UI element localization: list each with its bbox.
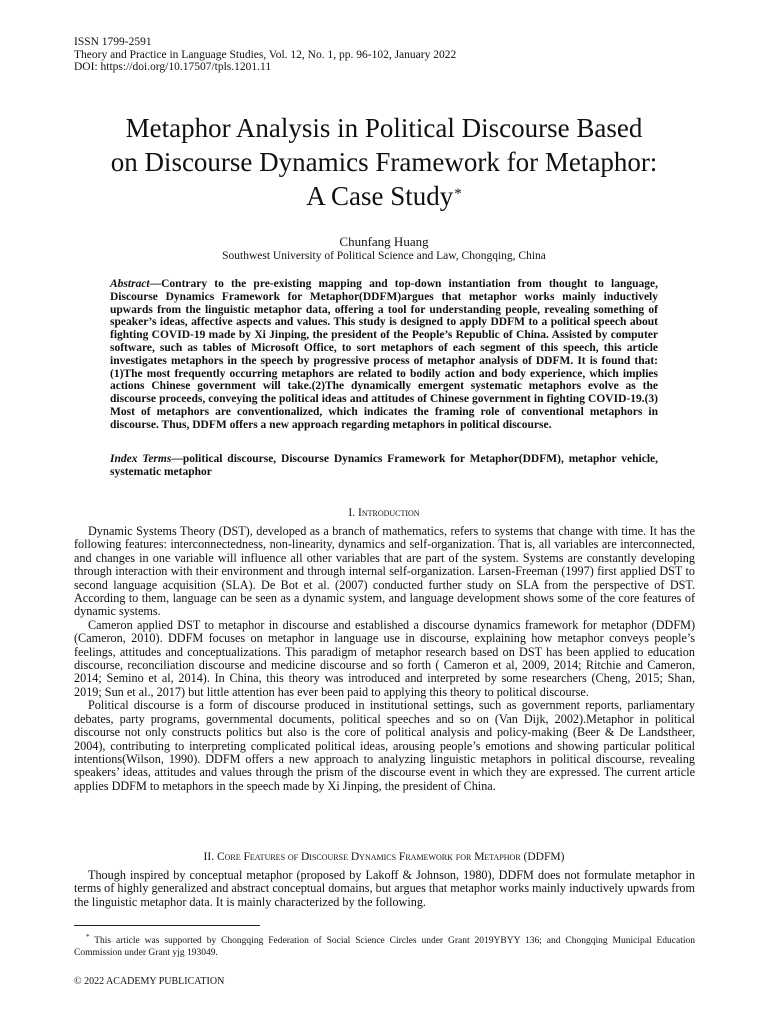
paper-title bbox=[40, 111, 728, 213]
abstract-label: Abstract bbox=[110, 278, 150, 290]
author-name: Chunfang Huang bbox=[339, 234, 429, 249]
index-terms-text: —political discourse, Discourse Dynamics Framework for Metaphor(DDFM), metaphor vehicle, systematic metaphor bbox=[110, 453, 658, 478]
paragraph: Political discourse is a form of discourse produced in institutional settings, such as government reports, parliamentary debates, party programs, governmental documents, political speeches and so on (Van Dijk, 2002).Metaphor in political discourse not only constructs politics but also is the core of political analysis and policy-making (Beer & De Landstheer, 2004), contributing to interpreting complicated political ideas, arousing people’s emotions and showing particular political intentions(Wilson, 1990). DDFM offers a new approach to analyzing linguistic metaphors in political discourse, revealing speakers’ ideas, attitudes and values through the prism of the discourse event in which they are expressed. The current article applies DDFM to metaphors in the speech made by Xi Jinping, the president of China. bbox=[74, 698, 695, 793]
index-terms-label: Index Terms bbox=[110, 453, 172, 465]
author-affiliation: Southwest University of Political Science and Law, Chongqing, China bbox=[222, 250, 546, 262]
section-heading-introduction: I. Introduction bbox=[348, 507, 420, 519]
footnote-divider bbox=[74, 925, 260, 926]
section-heading-core-features: II. Core Features of Discourse Dynamics Framework for Metaphor (DDFM) bbox=[203, 851, 565, 863]
issn: ISSN 1799-2591 bbox=[74, 36, 152, 48]
title-footnote-mark[interactable]: * bbox=[454, 186, 462, 202]
footnote-mark: * bbox=[86, 933, 90, 941]
paragraph: Dynamic Systems Theory (DST), developed as a branch of mathematics, refers to systems that change with time. It has the following features: interconnectedness, non-linearity, dynamics and self-organization. That is, all variables are interconnected, and changes in one variable will influence all other variables that are part of the system. Systems are constantly developing through interaction with their environment and through internal self-organization. Larsen-Freeman (1997) first applied DST to second language acquisition (SLA). De Bot et al. (2007) conducted further study on SLA from the perspective of DST. According to them, language can be seen as a dynamic system, and language development shows some of the core features of dynamic systems. bbox=[74, 524, 695, 619]
footnote-text: This article was supported by Chongqing Federation of Social Science Circles under Grant 2019YBYY 136; and Chongqing Municipal Education Commission under Grant yjg 193049. bbox=[74, 936, 695, 958]
paragraph: Though inspired by conceptual metaphor (proposed by Lakoff & Johnson, 1980), DDFM does not formulate metaphor in terms of highly generalized and abstract conceptual domains, but argues that metaphor works mainly inductively upwards from the linguistic metaphor data. It is mainly characterized by the following. bbox=[74, 868, 695, 909]
title-line-3: A Case Study* bbox=[306, 181, 462, 211]
doi-link[interactable]: DOI: https://doi.org/10.17507/tpls.1201.11 bbox=[74, 61, 272, 73]
paragraph: Cameron applied DST to metaphor in discourse and established a discourse dynamics framework for metaphor (DDFM) (Cameron, 2010). DDFM focuses on metaphor in language use in discourse, explaining how metaphor conveys people’s feelings, attitudes and conceptualizations. This paradigm of metaphor research based on DST has been applied to education discourse, reconciliation discourse and medicine discourse and so forth ( Cameron et al, 2009, 2014; Ritchie and Cameron, 2014; Semino et al, 2014). In China, this theory was introduced and interpreted by some researchers (Cheng, 2015; Shan, 2019; Sun et al., 2017) but little attention has ever been paid to applying this theory to political discourse. bbox=[74, 617, 695, 699]
copyright-footer: © 2022 ACADEMY PUBLICATION bbox=[74, 976, 225, 987]
journal-citation: Theory and Practice in Language Studies, Vol. 12, No. 1, pp. 96-102, January 2022 bbox=[74, 48, 457, 61]
title-line-2: on Discourse Dynamics Framework for Metaphor: bbox=[110, 147, 658, 177]
title-line-1: Metaphor Analysis in Political Discourse Based bbox=[125, 113, 643, 143]
abstract bbox=[110, 278, 658, 432]
introduction-body bbox=[74, 525, 695, 793]
core-features-body bbox=[74, 869, 695, 909]
journal-header bbox=[74, 36, 456, 74]
abstract-text: —Contrary to the pre-existing mapping and top-down instantiation from thought to language, Discourse Dynamics Framework for Metaphor(DDFM)argues that metaphor works mainly inductively upwards from the linguistic metaphor data, offering a tool for understanding people, revealing something of speaker’s ideas, affective aspects and values. This study is designed to apply DDFM to a political speech about fighting COVID-19 made by Xi Jinping, the president of the People’s Republic of China. Assisted by computer software, such as tables of Microsoft Office, to sort metaphors of each segment of this speech, this article investigates metaphors in the speech by progressive process of metaphor analysis of DDFM. It is found that: (1)The most frequently occurring metaphors are related to bodily action and body experience, which implies actions Chinese government will take.(2)The dynamically emergent systematic metaphors evolve as the discourse proceeds, conveying the political ideas and attitudes of Chinese government in fighting COVID-19.(3) Most of metaphors are conventionalized, which indicates the framing role of conventional metaphors in discourse. Thus, DDFM offers a new approach regarding metaphors in political discourse. bbox=[110, 278, 658, 431]
index-terms bbox=[110, 453, 658, 479]
footnote bbox=[74, 932, 695, 959]
